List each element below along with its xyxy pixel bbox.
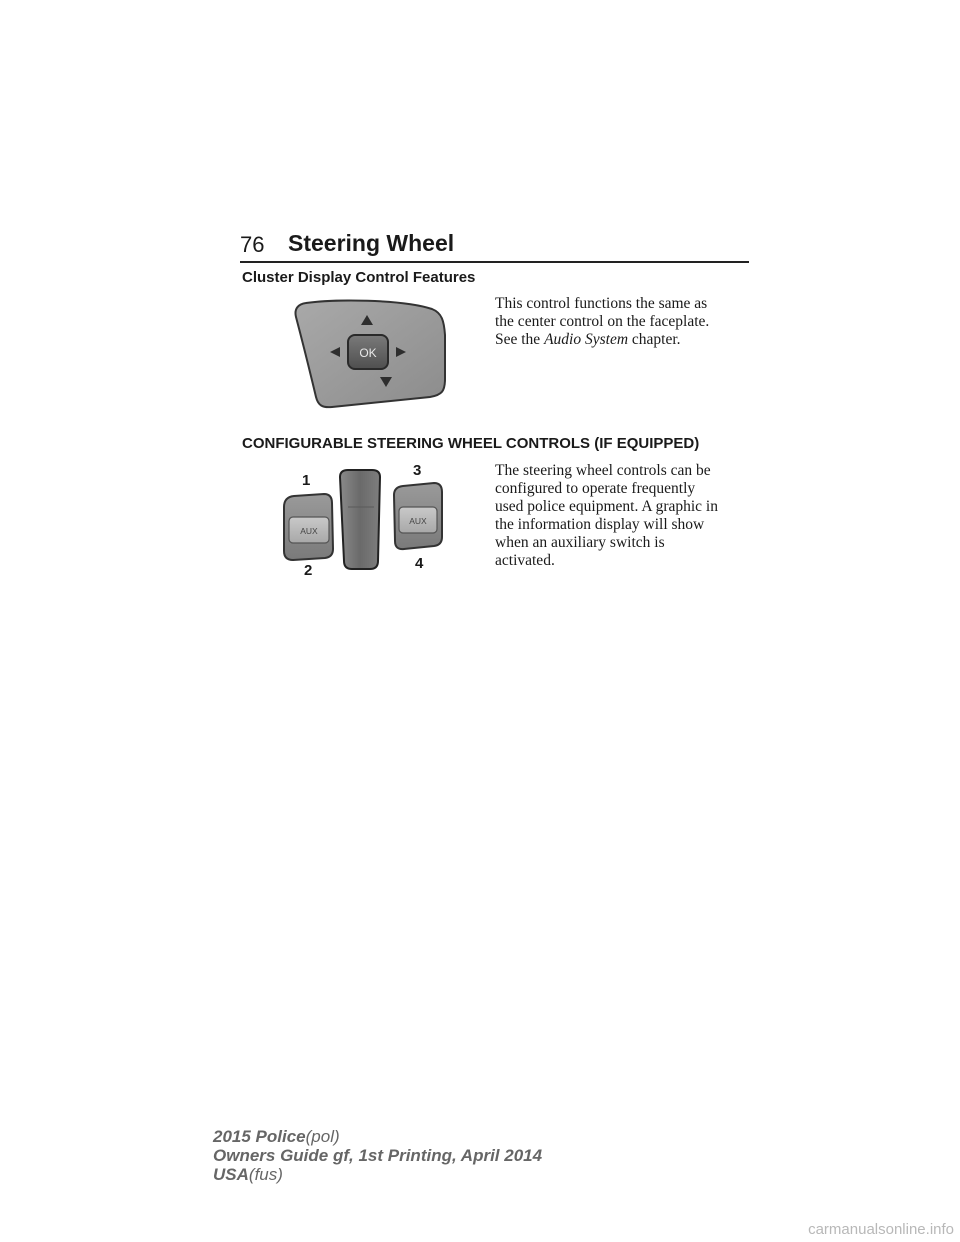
watermark: carmanualsonline.info bbox=[808, 1221, 954, 1238]
footer-market-code: (fus) bbox=[248, 1165, 283, 1184]
configurable-description bbox=[495, 462, 718, 570]
header-divider bbox=[240, 261, 749, 263]
cluster-text-line: the center control on the faceplate. bbox=[495, 313, 710, 330]
ok-label: OK bbox=[359, 346, 377, 360]
document-footer bbox=[213, 1127, 542, 1184]
cluster-control-illustration bbox=[292, 295, 452, 413]
aux-label-right: AUX bbox=[409, 516, 427, 526]
callout-3: 3 bbox=[413, 462, 422, 479]
footer-line-3 bbox=[213, 1165, 542, 1184]
callout-4: 4 bbox=[415, 555, 424, 572]
footer-printing: Owners Guide gf, 1st Printing, April 2014 bbox=[213, 1146, 543, 1165]
configurable-text-line: the information display will show bbox=[495, 516, 705, 533]
footer-model: 2015 Police bbox=[213, 1127, 306, 1146]
footer-line-2 bbox=[213, 1146, 542, 1165]
callout-2: 2 bbox=[304, 562, 313, 579]
configurable-text-line: used police equipment. A graphic in bbox=[495, 498, 718, 515]
cluster-section-title: Cluster Display Control Features bbox=[242, 269, 476, 286]
configurable-text-line: The steering wheel controls can be bbox=[495, 462, 711, 479]
cluster-text-line: This control functions the same as bbox=[495, 295, 708, 312]
page-number: 76 bbox=[240, 232, 265, 257]
configurable-text-line: configured to operate frequently bbox=[495, 480, 696, 497]
footer-model-code: (pol) bbox=[305, 1127, 340, 1146]
configurable-text-line: activated. bbox=[495, 552, 555, 569]
footer-line-1 bbox=[213, 1127, 542, 1146]
callout-1: 1 bbox=[302, 472, 311, 489]
cluster-after-text: chapter. bbox=[631, 331, 681, 348]
cluster-description bbox=[495, 295, 709, 349]
aux-label-left: AUX bbox=[300, 526, 318, 536]
audio-system-reference: Audio System bbox=[544, 331, 629, 348]
footer-market: USA bbox=[213, 1165, 249, 1184]
cluster-see-text: See the bbox=[495, 331, 541, 348]
cluster-text-line bbox=[495, 331, 709, 349]
configurable-text-line: when an auxiliary switch is bbox=[495, 534, 665, 551]
chapter-title: Steering Wheel bbox=[288, 230, 455, 256]
configurable-section-title: CONFIGURABLE STEERING WHEEL CONTROLS (IF EQUIPPED) bbox=[242, 435, 700, 452]
